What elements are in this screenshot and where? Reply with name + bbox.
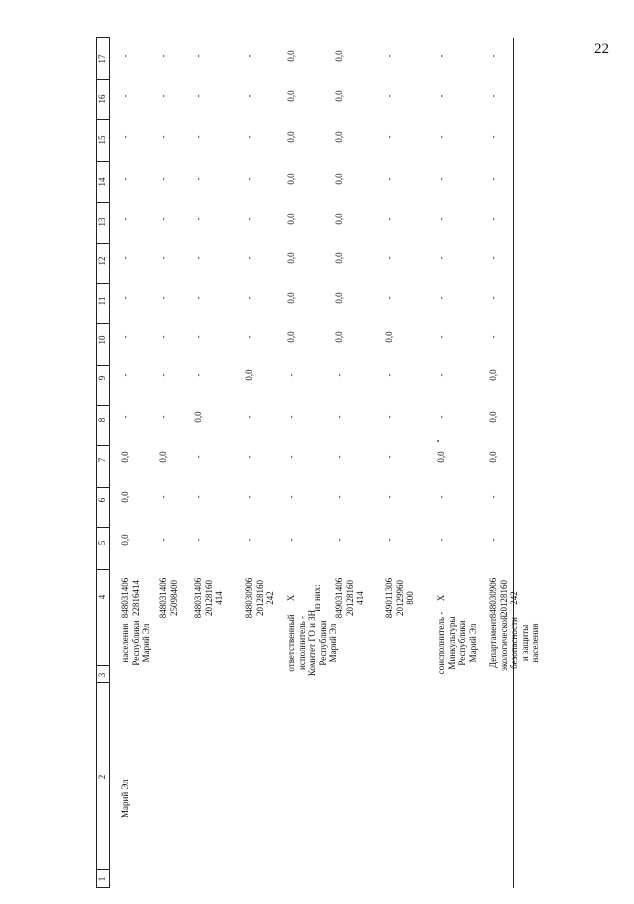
value-zero: 0,0 [286, 213, 296, 225]
budget-table [96, 38, 540, 888]
value-dash: - [244, 296, 254, 300]
column-number: 16 [97, 94, 107, 104]
column-number: 5 [97, 540, 107, 546]
value-dash: - [193, 94, 203, 98]
budget-code: 849031406 20128160 414 [334, 577, 365, 619]
value-dash: - [384, 373, 394, 377]
value-dash: - [244, 415, 254, 419]
value-dash: - [120, 373, 130, 377]
value-dash: - [488, 538, 498, 542]
value-zero: 0,0 [286, 292, 296, 304]
column-number: 6 [97, 497, 107, 503]
budget-code: 848031406 22816414 [120, 577, 141, 619]
value-zero: 0,0 [120, 534, 130, 546]
value-dash: - [436, 54, 446, 58]
value-dash: - [334, 538, 344, 542]
header-bottom-line [109, 38, 110, 888]
header-col-separator [96, 283, 110, 284]
column-number: 7 [97, 457, 107, 463]
value-zero: 0,0 [334, 252, 344, 264]
value-zero: 0,0 [488, 411, 498, 423]
value-dash: - [158, 415, 168, 419]
header-col-separator [96, 887, 110, 888]
value-dash: - [436, 94, 446, 98]
value-dash: - [286, 455, 296, 459]
value-dash: - [120, 296, 130, 300]
value-dash: - [120, 54, 130, 58]
header-col-separator [96, 37, 110, 38]
value-dash: - [193, 135, 203, 139]
value-dash: - [334, 495, 344, 499]
value-dash: - [436, 538, 446, 542]
value-dash: - [286, 495, 296, 499]
value-dash: - [120, 217, 130, 221]
value-dash: - [384, 54, 394, 58]
value-dash: - [120, 177, 130, 181]
value-dash: - [384, 455, 394, 459]
value-dash: - [488, 256, 498, 260]
value-zero: 0,0 [334, 90, 344, 102]
value-dash: - [488, 495, 498, 499]
value-dash: - [193, 217, 203, 221]
value-dash: - [384, 256, 394, 260]
column-number: 9 [97, 375, 107, 381]
header-col-separator [96, 243, 110, 244]
header-col-separator [96, 869, 110, 870]
value-dash: - [334, 415, 344, 419]
value-zero: 0,0 [244, 369, 254, 381]
value-zero: 0,0 [334, 213, 344, 225]
budget-code: 848031406 25098400 [158, 577, 179, 619]
responsible-org: Департамент экологической безопасности и защиты населения [488, 615, 540, 671]
value-dash: - [436, 217, 446, 221]
value-dash: - [193, 538, 203, 542]
value-dash: - [488, 217, 498, 221]
value-dash: - [286, 373, 296, 377]
value-dash: - [158, 135, 168, 139]
column-number: 8 [97, 417, 107, 423]
value-dash: - [286, 415, 296, 419]
value-dash: - [436, 373, 446, 377]
value-dash: - [244, 54, 254, 58]
column-number: 3 [97, 672, 107, 678]
budget-code: X [286, 594, 296, 602]
budget-code: 848030906 20128160 242 [244, 577, 275, 619]
value-dash: - [384, 538, 394, 542]
header-col-separator [96, 445, 110, 446]
header-col-separator [96, 202, 110, 203]
value-dash: - [158, 373, 168, 377]
value-zero: 0,0 [334, 331, 344, 343]
value-dash: - [244, 335, 254, 339]
column-number: 14 [97, 177, 107, 187]
value-dash: - [244, 256, 254, 260]
value-zero: 0,0 [286, 50, 296, 62]
value-dash: - [158, 54, 168, 58]
page-number: 22 [594, 41, 609, 57]
column-number: 10 [97, 335, 107, 345]
value-zero: 0,0 [436, 451, 446, 463]
value-dash: - [193, 177, 203, 181]
value-dash: - [193, 495, 203, 499]
value-dash: - [244, 94, 254, 98]
value-zero: 0,0 [286, 131, 296, 143]
value-zero: 0,0 [334, 173, 344, 185]
value-dash: - [384, 94, 394, 98]
value-dash: - [120, 335, 130, 339]
value-dash: - [436, 296, 446, 300]
budget-code: X [436, 594, 446, 602]
value-dash: - [384, 296, 394, 300]
value-dash: - [286, 538, 296, 542]
value-dash: - [193, 373, 203, 377]
value-dash: - [193, 455, 203, 459]
value-zero: 0,0 [384, 331, 394, 343]
budget-code: 848031406 20128160 414 [193, 577, 224, 619]
value-dash: - [436, 415, 446, 419]
header-col-separator [96, 487, 110, 488]
header-col-separator [96, 365, 110, 366]
value-dash: - [120, 135, 130, 139]
subtotal-label: из них: [312, 584, 322, 612]
value-dash: - [158, 177, 168, 181]
value-dash: - [384, 415, 394, 419]
value-dash: - [193, 54, 203, 58]
value-dash: - [488, 94, 498, 98]
header-col-separator [96, 527, 110, 528]
value-zero: 0,0 [488, 369, 498, 381]
column-number: 2 [97, 774, 107, 780]
value-dash: - [158, 538, 168, 542]
bottom-rule [513, 38, 514, 888]
column-number: 17 [97, 54, 107, 64]
value-dash: - [384, 135, 394, 139]
column-number: 4 [97, 594, 107, 600]
value-dash: - [193, 256, 203, 260]
value-zero: 0,0 [286, 173, 296, 185]
value-dash: - [120, 94, 130, 98]
value-dash: - [384, 177, 394, 181]
value-dash: - [436, 335, 446, 339]
header-col-separator [96, 682, 110, 683]
value-zero: 0,0 [334, 50, 344, 62]
header-col-separator [96, 405, 110, 406]
responsible-org: населения Республики Марий Эл [120, 620, 151, 666]
value-dash: - [488, 135, 498, 139]
value-dash: - [120, 415, 130, 419]
value-dash: - [193, 296, 203, 300]
value-dash: - [488, 296, 498, 300]
header-col-separator [96, 665, 110, 666]
value-dash: - [158, 256, 168, 260]
responsible-org: соисполнитель - Минкультуры Республики Марий Эл [436, 611, 478, 675]
value-dash: - [244, 455, 254, 459]
column-number: 1 [97, 876, 107, 882]
region-name: Марий Эл [120, 779, 130, 818]
header-col-separator [96, 119, 110, 120]
value-zero: 0,0 [158, 451, 168, 463]
header-col-separator [96, 161, 110, 162]
header-col-separator [96, 323, 110, 324]
value-dash: - [436, 495, 446, 499]
value-dash: - [244, 177, 254, 181]
value-dash: - [244, 217, 254, 221]
value-dash: - [384, 495, 394, 499]
budget-code: 849011306 20129960 800 [384, 577, 415, 619]
value-dash: - [244, 495, 254, 499]
value-dash: - [436, 177, 446, 181]
value-dash: - [158, 217, 168, 221]
value-dash: - [384, 217, 394, 221]
value-zero: 0,0 [120, 451, 130, 463]
value-dash: - [436, 256, 446, 260]
column-number: 13 [97, 217, 107, 227]
value-dash: - [158, 335, 168, 339]
column-number: 12 [97, 256, 107, 266]
value-dash: - [158, 296, 168, 300]
header-col-separator [96, 79, 110, 80]
budget-code: 848030906 20128160 242 [488, 577, 519, 619]
header-col-separator [96, 569, 110, 570]
value-dash: - [488, 335, 498, 339]
value-dash: - [334, 455, 344, 459]
value-dash: - [158, 94, 168, 98]
value-zero: 0,0 [286, 90, 296, 102]
value-dash: - [488, 54, 498, 58]
value-zero: 0,0 [286, 252, 296, 264]
value-zero: 0,0 [488, 451, 498, 463]
value-dash: - [244, 135, 254, 139]
value-dash: - [436, 135, 446, 139]
value-dash: - [488, 177, 498, 181]
column-number: 11 [97, 296, 107, 306]
value-zero: 0,0 [120, 491, 130, 503]
value-dash: - [244, 538, 254, 542]
value-zero: 0,0 [286, 331, 296, 343]
value-zero: 0,0 [193, 411, 203, 423]
responsible-org: ответственный исполнитель - Комитет ГО и ЗН Республики Марий Эл [286, 609, 338, 677]
value-dash: - [120, 256, 130, 260]
value-dash: - [193, 335, 203, 339]
column-number: 15 [97, 135, 107, 145]
value-zero: 0,0 [334, 292, 344, 304]
value-dash: - [334, 373, 344, 377]
value-zero: 0,0 [334, 131, 344, 143]
value-dash: - [158, 495, 168, 499]
